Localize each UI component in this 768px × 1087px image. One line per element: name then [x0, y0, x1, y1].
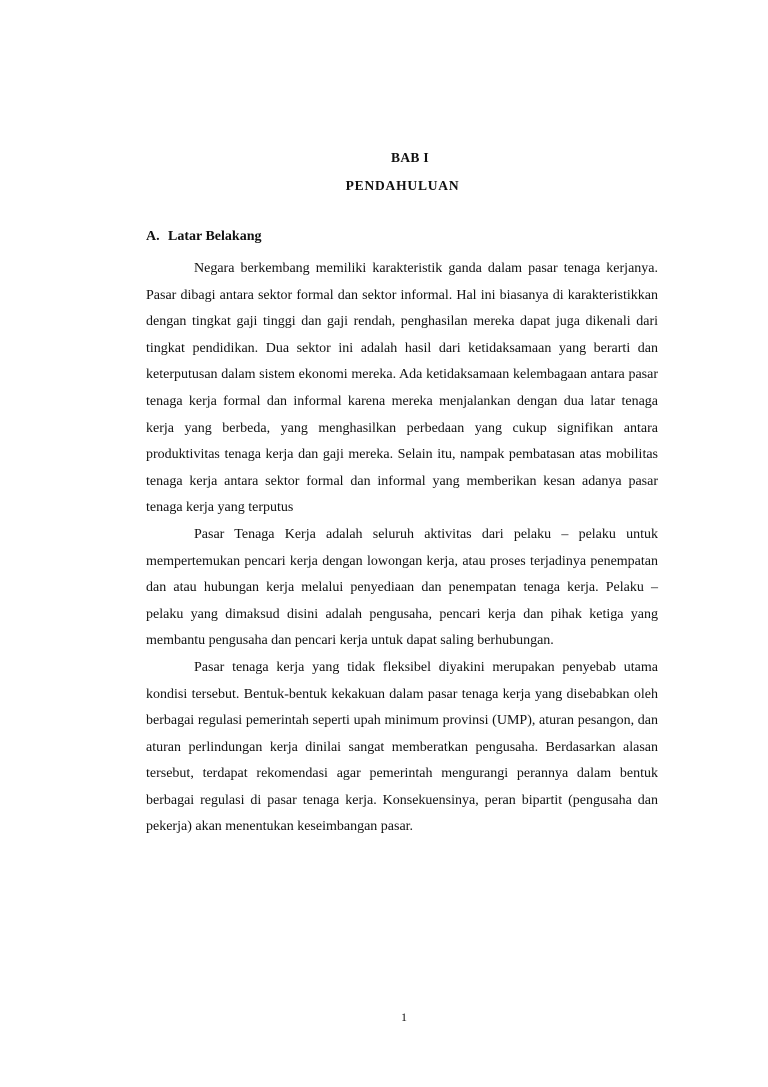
chapter-title: PENDAHULUAN	[345, 178, 460, 193]
body-text	[146, 256, 658, 841]
page-number: 1	[401, 1010, 407, 1024]
chapter-number: BAB I	[391, 150, 429, 165]
paragraph: Pasar tenaga kerja yang tidak fleksibel diyakini merupakan penyebab utama kondisi tersebut. Bentuk-bentuk kekakuan dalam pasar tenaga kerja yang disebabkan oleh berbagai regulasi pemerintah seperti upah minimum provinsi (UMP), aturan pesangon, dan aturan perlindungan kerja dinilai sangat memberatkan pengusaha. Berdasarkan alasan tersebut, terdapat rekomendasi agar pemerintah mengurangi perannya dalam bentuk berbagai regulasi di pasar tenaga kerja. Konsekuensinya, peran bipartit (pengusaha dan pekerja) akan menentukan keseimbangan pasar.	[146, 659, 658, 835]
section-heading	[146, 229, 261, 245]
paragraph: Negara berkembang memiliki karakteristik ganda dalam pasar tenaga kerjanya. Pasar dibagi antara sektor formal dan sektor informal. Hal ini biasanya di karakteristikkan dengan tingkat gaji tinggi dan gaji rendah, penghasilan mereka dapat juga dikenali dari tingkat pendidikan. Dua sektor ini adalah hasil dari ketidaksamaan yang berarti dan keterputusan dalam sistem ekonomi mereka. Ada ketidaksamaan kelembagaan antara pasar tenaga kerja formal dan informal karena mereka menjalankan dengan dua latar tenaga kerja yang berbeda, yang menghasilkan perbedaan yang cukup signifikan antara produktivitas tenaga kerja dan gaji mereka. Selain itu, nampak pembatasan atas mobilitas tenaga kerja antara sektor formal dan informal yang memberikan kesan adanya pasar tenaga kerja yang terputus	[146, 261, 658, 516]
section-title: Latar Belakang	[168, 229, 262, 244]
paragraph: Pasar Tenaga Kerja adalah seluruh aktivitas dari pelaku – pelaku untuk mempertemukan pencari kerja dengan lowongan kerja, atau proses terjadinya penempatan dan atau hubungan kerja melalui penyediaan dan penempatan tenaga kerja. Pelaku – pelaku yang dimaksud disini adalah pengusaha, pencari kerja dan pihak ketiga yang membantu pengusaha dan pencari kerja untuk dapat saling berhubungan.	[146, 526, 658, 649]
section-number: A.	[146, 229, 160, 244]
